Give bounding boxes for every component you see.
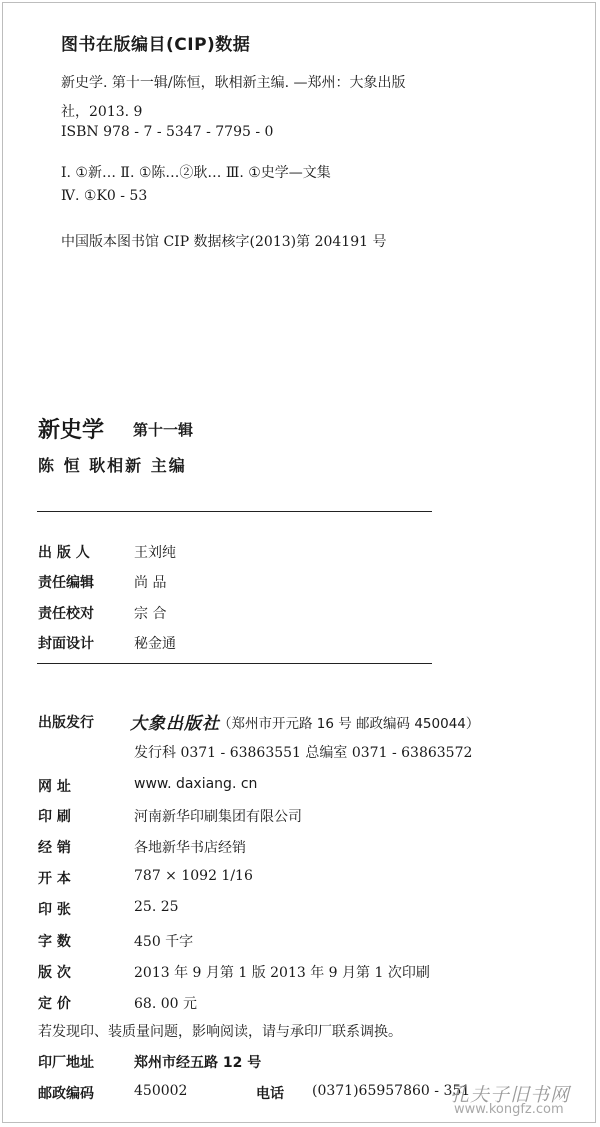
cip-classification-1: Ⅰ. ①新… Ⅱ. ①陈…②耿… Ⅲ. ①史学—文集 xyxy=(61,165,331,181)
printer-phone: (0371)65957860 - 351 xyxy=(312,1083,471,1099)
detail-value-printing: 河南新华印刷集团有限公司 xyxy=(134,809,302,825)
credit-value-proofreader: 宗 合 xyxy=(134,606,167,622)
book-title: 新史学 xyxy=(38,418,105,443)
publisher-logo: 大象出版社 xyxy=(130,714,220,734)
printer-zip-label: 邮政编码 xyxy=(38,1086,94,1102)
cip-line-1: 新史学. 第十一辑/陈恒，耿相新主编. —郑州：大象出版 xyxy=(61,75,406,91)
detail-label-website: 网 址 xyxy=(38,779,71,795)
credit-value-editor: 尚 品 xyxy=(134,575,167,591)
cip-isbn: ISBN 978 - 7 - 5347 - 7795 - 0 xyxy=(61,124,274,140)
cip-classification-2: Ⅳ. ①K0 - 53 xyxy=(61,188,148,204)
credit-label-publisher-person: 出 版 人 xyxy=(38,545,90,561)
credit-label-editor: 责任编辑 xyxy=(38,575,94,591)
detail-value-distribution: 各地新华书店经销 xyxy=(134,840,246,856)
detail-value-format: 787 × 1092 1/16 xyxy=(134,868,253,884)
detail-label-format: 开 本 xyxy=(38,871,71,887)
divider-top xyxy=(37,511,432,512)
credit-value-publisher-person: 王刘纯 xyxy=(134,545,176,561)
detail-label-sheets: 印 张 xyxy=(38,902,71,918)
detail-value-price: 68. 00 元 xyxy=(134,996,197,1012)
divider-bottom xyxy=(37,663,432,664)
printer-zip: 450002 xyxy=(134,1083,188,1099)
cip-title: 图书在版编目(CIP)数据 xyxy=(61,35,251,55)
detail-label-word-count: 字 数 xyxy=(38,934,71,950)
publisher-phones: 发行科 0371 - 63863551 总编室 0371 - 63863572 xyxy=(134,745,473,761)
printer-address-label: 印厂地址 xyxy=(38,1055,94,1071)
detail-value-website: www. daxiang. cn xyxy=(134,776,258,792)
cip-library-record: 中国版本图书馆 CIP 数据核字(2013)第 204191 号 xyxy=(61,234,387,250)
detail-value-edition: 2013 年 9 月第 1 版 2013 年 9 月第 1 次印刷 xyxy=(134,965,430,981)
credit-label-cover-design: 封面设计 xyxy=(38,636,94,652)
detail-label-distribution: 经 销 xyxy=(38,840,71,856)
detail-value-sheets: 25. 25 xyxy=(134,899,179,915)
detail-label-price: 定 价 xyxy=(38,996,71,1012)
detail-label-printing: 印 刷 xyxy=(38,809,71,825)
publisher-address: （郑州市开元路 16 号 邮政编码 450044） xyxy=(218,716,480,732)
credit-value-cover-design: 秘金通 xyxy=(134,636,176,652)
book-volume: 第十一辑 xyxy=(133,421,194,439)
book-editors: 陈 恒 耿相新 主编 xyxy=(38,456,187,475)
detail-value-word-count: 450 千字 xyxy=(134,934,194,950)
cip-line-2: 社，2013. 9 xyxy=(61,104,143,120)
printer-phone-label: 电话 xyxy=(256,1086,284,1102)
detail-label-edition: 版 次 xyxy=(38,965,71,981)
credit-label-proofreader: 责任校对 xyxy=(38,606,94,622)
printer-address: 郑州市经五路 12 号 xyxy=(134,1055,262,1071)
quality-notice: 若发现印、装质量问题，影响阅读，请与承印厂联系调换。 xyxy=(38,1024,402,1040)
watermark xyxy=(450,1080,598,1120)
watermark-text: 孔夫子旧书网 xyxy=(450,1084,571,1106)
watermark-url: www.kongfz.com xyxy=(454,1102,564,1117)
publisher-label: 出版发行 xyxy=(38,715,94,731)
